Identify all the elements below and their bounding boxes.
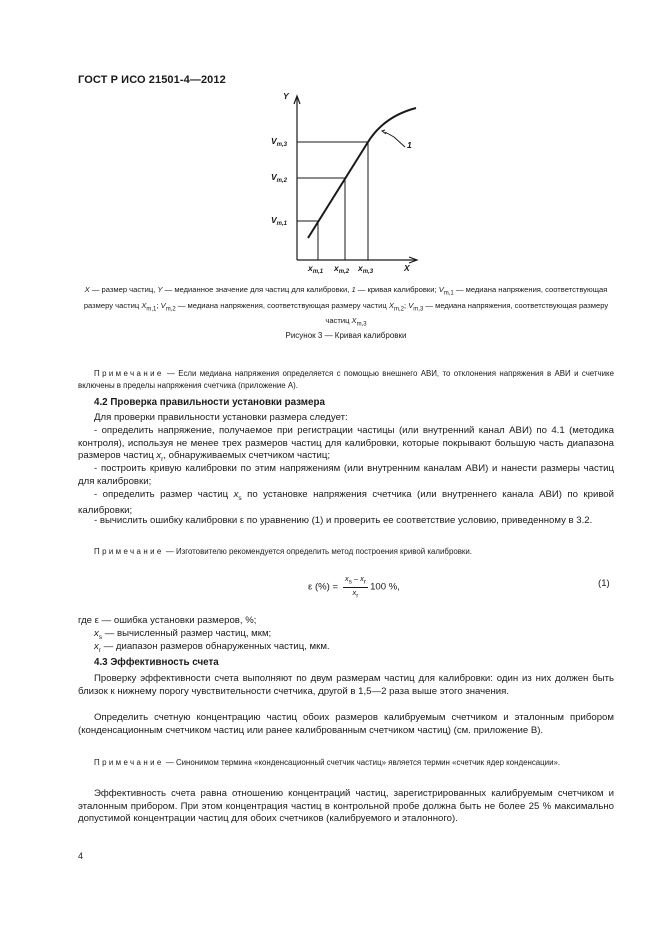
section-4-2-title: 4.2 Проверка правильности установки размера [94, 397, 325, 408]
page-number: 4 [78, 851, 84, 861]
figure-caption: Рисунок 3 — Кривая калибровки [285, 331, 407, 340]
label-vm3: $V_{m,3}$ [271, 136, 288, 148]
curve-callout [385, 132, 405, 147]
formula-fraction: $\frac{x_s ‒ x_r}{x_r}$ [344, 574, 367, 599]
formula-1: ε (%) = $\frac{x_s ‒ x_r}{x_r}$ 100 %, [308, 574, 400, 599]
calibration-curve [308, 108, 416, 238]
bullet-2: - построить кривую калибровки по этим напряжениям (или внутренним каналам АВИ) и нанести размеры частиц для калибровки; [78, 463, 614, 487]
curve-label: 1 [407, 140, 412, 150]
section-4-3-para-1: Проверку эффективности счета выполняют по двум размерам частиц для калибровки: один из них должен быть близок к нижнему порогу чувствительности счетчика, другой в 1,5—2 раза выше этого значения. [78, 673, 614, 697]
section-4-3-para-2: Определить счетную концентрацию частиц обоих размеров калибруемым счетчиком и эталонным прибором (конденсационным счетчиком частиц или ранее калиброванным счетчиком частиц) (см. приложение В). [78, 712, 614, 736]
label-xm1: $x_{m,1}$ [308, 263, 324, 275]
where-line-2: $x_s$ — вычисленный размер частиц, мкм; [94, 628, 272, 641]
where-line-1: где ε — ошибка установки размеров, %; [78, 615, 257, 626]
bullet-4: - вычислить ошибку калибровки ε по уравнению (1) и проверить ее соответствие условию, приведенному в 3.2. [94, 515, 593, 526]
label-xm2: $x_{m,2}$ [334, 263, 350, 275]
calibration-figure [268, 90, 428, 280]
figure-legend: X — размер частиц, Y — медианное значение для частиц для калибровки, 1 — кривая калибровки; $V_{m,1}$ — медиана напряжения, соответствующая размеру частиц $X_{m,1}$; $V_{m,2}$ — медиана напряжения, соответствующая размеру частиц $X_{m,2}$; $V_{m,3}$ — медиана напряжения, соответствующая размеру частиц $X_{m,3}$ [83, 285, 609, 328]
x-axis-label: X [404, 263, 410, 273]
note-3: Примечание — Синонимом термина «конденсационный счетчик частиц» является термин «счетчик ядер конденсации». [94, 758, 561, 767]
y-axis-label: Y [283, 91, 289, 101]
equation-number: (1) [598, 578, 610, 589]
section-4-3-title: 4.3 Эффективность счета [94, 657, 219, 668]
final-paragraph: Эффективность счета равна отношению концентраций частиц, зарегистрированных калибруемым счетчиком и эталонным прибором. При этом концентрация частиц в контрольной пробе должна быть не более 25 % максимально допустимой концентрации частиц для обоих счетчиков (калибруемого и эталонного). [78, 788, 614, 824]
section-4-2-intro: Для проверки правильности установки размера следует: [94, 412, 348, 423]
label-vm2: $V_{m,2}$ [271, 172, 288, 184]
label-xm3: $x_{m,3}$ [358, 263, 374, 275]
bullet-3: - определить размер частиц $x_s$ по установке напряжения счетчика (или внутреннего канала АВИ) по кривой калибровки; [78, 489, 615, 517]
note-2: Примечание — Изготовителю рекомендуется определить метод построения кривой калибровки. [94, 547, 472, 556]
bullet-1: - определить напряжение, получаемое при регистрации частицы (или внутренний канал АВИ) по 4.1 (методика контроля), используя не менее трех размеров частиц для калибровки, которые покрывают большую часть диапазона размеров частиц $x_r$, обнаруживаемых счетчиком частиц; [78, 425, 614, 463]
label-vm1: $V_{m,1}$ [271, 215, 288, 227]
calibration-chart [268, 90, 428, 280]
where-line-3: $x_r$ — диапазон размеров обнаруженных частиц, мкм. [94, 641, 330, 654]
document-header: ГОСТ Р ИСО 21501-4—2012 [78, 74, 226, 86]
note-1: Примечание — Если медиана напряжения определяется с помощью внешнего АВИ, то отклонения напряжения в АВИ и счетчике включены в пределы напряжения счетчика (приложение А). [78, 369, 614, 390]
